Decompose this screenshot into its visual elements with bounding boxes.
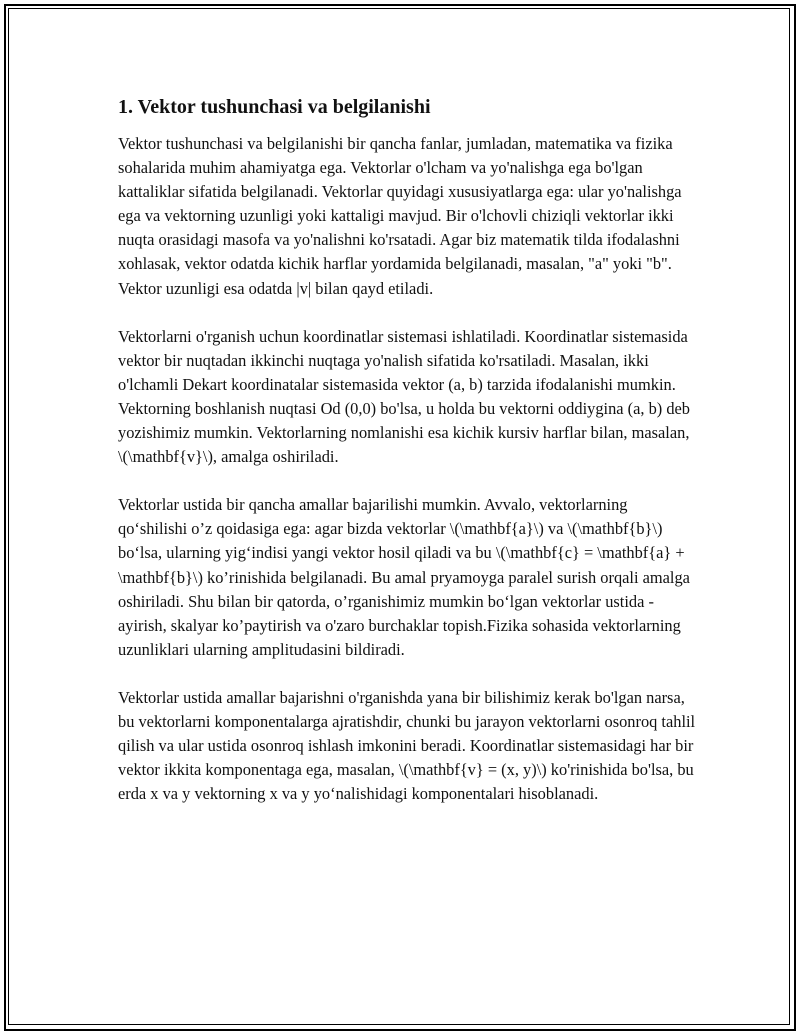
section-heading: 1. Vektor tushunchasi va belgilanishi xyxy=(118,96,431,118)
paragraph-components: Vektorlar ustida amallar bajarishni o'rganishda yana bir bilishimiz kerak bo'lgan narsa, bu vektorlarni komponentalarga ajratishdir, chunki bu jarayon vektorlarni osonroq tahlil qilish va ular ustida osonroq ishlash imkonini beradi. Koordinatlar sistemasidagi har bir vektor ikkita komponentaga ega, masalan, \(\mathbf{v} = (x, y)\) ko'rinishida bo'lsa, bu erda x va y vektorning x va y yo‘nalishidagi komponentalari hisoblanadi. xyxy=(118,687,696,804)
document-body xyxy=(118,94,698,830)
paragraph-coordinates: Vektorlarni o'rganish uchun koordinatlar sistemasi ishlatiladi. Koordinatlar sistemasida vektor bir nuqtadan ikkinchi nuqtaga yo'nalish sifatida ko'rsatiladi. Masalan, ikki o'lchamli Dekart koordinatalar sistemasida vektor (a, b) tarzida ifodalanishi mumkin. Vektorning boshlanish nuqtasi Od (0,0) bo'lsa, u holda bu vektorni oddiygina (a, b) deb yozishimiz mumkin. Vektorlarning nomlanishi esa kichik kursiv harflar bilan, masalan, \(\mathbf{v}\), amalga oshiriladi. xyxy=(118,326,690,467)
paragraph-operations: Vektorlar ustida bir qancha amallar bajarilishi mumkin. Avvalo, vektorlarning qo‘shilishi o’z qoidasiga ega: agar bizda vektorlar \(\mathbf{a}\) va \(\mathbf{b}\) bo‘lsa, ularning yig‘indisi yangi vektor hosil qiladi va bu \(\mathbf{c} = \mathbf{a} + \mathbf{b}\) ko’rinishida belgilanadi. Bu amal pryamoyga paralel surish orqali amalga oshiriladi. Shu bilan bir qatorda, o’rganishimiz mumkin bo‘lgan vektorlar ustida - ayirish, skalyar ko’paytirish va o'zaro burchaklar topish.Fizika sohasida vektorlarning uzunliklari ularning amplitudasini bildiradi. xyxy=(118,495,690,659)
paragraph-definition: Vektor tushunchasi va belgilanishi bir qancha fanlar, jumladan, matematika va fizika sohalarida muhim ahamiyatga ega. Vektorlar o'lcham va yo'nalishga ega bo'lgan kattaliklar sifatida belgilanadi. Vektorlar quyidagi xususiyatlarga ega: ular yo'nalishga ega va vektorning uzunligi yoki kattaligi mavjud. Bir o'lchovli chiziqli vektorlar ikki nuqta orasidagi masofa va yo'nalishni ko'rsatadi. Agar biz matematik tilda ifodalashni xohlasak, vektor odatda kichik harflar yordamida belgilanadi, masalan, "a" yoki "b". Vektor uzunligi esa odatda |v| bilan qayd etiladi. xyxy=(118,134,682,298)
